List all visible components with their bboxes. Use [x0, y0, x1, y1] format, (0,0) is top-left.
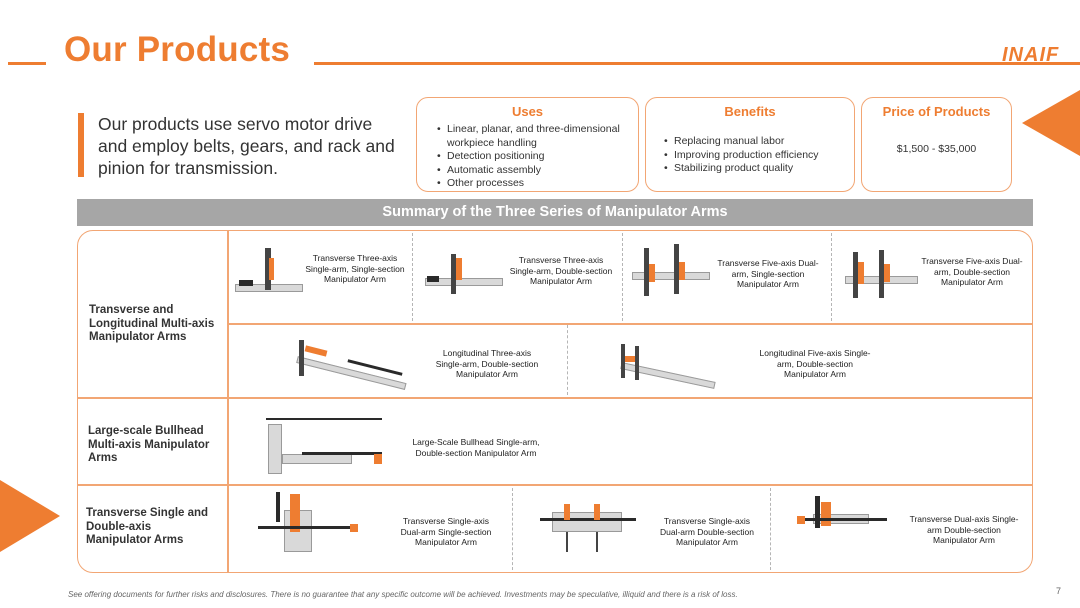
product-label: Transverse Single-axis Dual-arm Single-section Manipulator Arm — [400, 516, 492, 547]
uses-item: • Linear, planar, and three-dimensional workpiece handling — [435, 123, 638, 150]
product-label: Transverse Single-axis Dual-arm Double-section Manipulator Arm — [659, 516, 754, 547]
footer-disclaimer: See offering documents for further risks and disclosures. There is no guarantee that any specific outcome will be achieved. Investments may be speculative, illiquid and there is a risk of loss. — [68, 590, 738, 599]
product-label: Transverse Three-axis Single-arm, Single-section Manipulator Arm — [305, 253, 405, 284]
intro-text: Our products use servo motor drive and employ belts, gears, and rack and pinion for transmission. — [98, 114, 395, 178]
product-label: Large-Scale Bullhead Single-arm, Double-section Manipulator Arm — [412, 437, 540, 458]
page-title: Our Products — [64, 30, 291, 69]
row-label-bullhead: Large-scale Bullhead Multi-axis Manipulator Arms — [88, 425, 210, 464]
product-image — [287, 336, 413, 388]
cell-divider — [831, 233, 832, 321]
page-number: 7 — [1056, 586, 1062, 596]
cell-divider — [512, 488, 513, 570]
uses-title: Uses — [511, 104, 544, 119]
summary-bar: Summary of the Three Series of Manipulator Arms — [77, 199, 1033, 226]
header-rule-left — [8, 62, 46, 65]
product-label: Longitudinal Three-axis Single-arm, Double-section Manipulator Arm — [435, 348, 539, 379]
product-label: Transverse Dual-axis Single-arm Double-section Manipulator Arm — [909, 514, 1019, 545]
uses-card — [416, 97, 639, 192]
cell-divider — [567, 325, 568, 395]
product-image — [235, 248, 305, 298]
benefits-title: Benefits — [724, 104, 776, 119]
product-image — [262, 418, 384, 476]
row-label-single-double-axis: Transverse Single and Double-axis Manipulator Arms — [86, 507, 209, 546]
product-image — [632, 244, 712, 300]
product-image — [615, 342, 720, 390]
benefits-list — [662, 135, 854, 176]
product-label: Longitudinal Five-axis Single-arm, Double-section Manipulator Arm — [759, 348, 871, 379]
product-image — [795, 494, 890, 544]
uses-item: • Detection positioning — [435, 150, 638, 164]
intro-accent-bar — [78, 113, 84, 177]
product-image — [425, 252, 505, 300]
uses-item: • Automatic assembly — [435, 164, 638, 178]
benefits-item: • Improving production efficiency — [662, 149, 854, 163]
price-card — [861, 97, 1012, 192]
company-logo: INAIF — [1002, 44, 1060, 66]
row-divider — [78, 484, 1032, 486]
benefits-item: • Replacing manual labor — [662, 135, 854, 149]
product-label: Transverse Three-axis Single-arm, Double-section Manipulator Arm — [509, 255, 613, 286]
row-label-multi-axis: Transverse and Longitudinal Multi-axis Manipulator Arms — [89, 304, 215, 343]
header-rule-right — [314, 62, 1080, 65]
benefits-card — [645, 97, 855, 192]
benefits-item: • Stabilizing product quality — [662, 162, 854, 176]
product-image — [254, 488, 360, 556]
cell-divider — [770, 488, 771, 570]
row-divider — [78, 397, 1032, 399]
price-title: Price of Products — [882, 104, 991, 119]
product-image — [536, 492, 640, 556]
uses-item: • Other processes — [435, 177, 638, 191]
cell-divider — [622, 233, 623, 321]
cell-divider — [412, 233, 413, 321]
product-label: Transverse Five-axis Dual-arm, Single-section Manipulator Arm — [717, 258, 819, 289]
row1-inner-divider — [228, 323, 1032, 325]
table-column-divider — [227, 231, 229, 572]
product-label: Transverse Five-axis Dual-arm, Double-section Manipulator Arm — [921, 256, 1023, 287]
decorative-triangle-left — [0, 480, 60, 552]
uses-list — [435, 123, 638, 191]
price-value: $1,500 - $35,000 — [896, 143, 977, 155]
product-image — [845, 250, 920, 302]
decorative-triangle-right — [1022, 90, 1080, 156]
